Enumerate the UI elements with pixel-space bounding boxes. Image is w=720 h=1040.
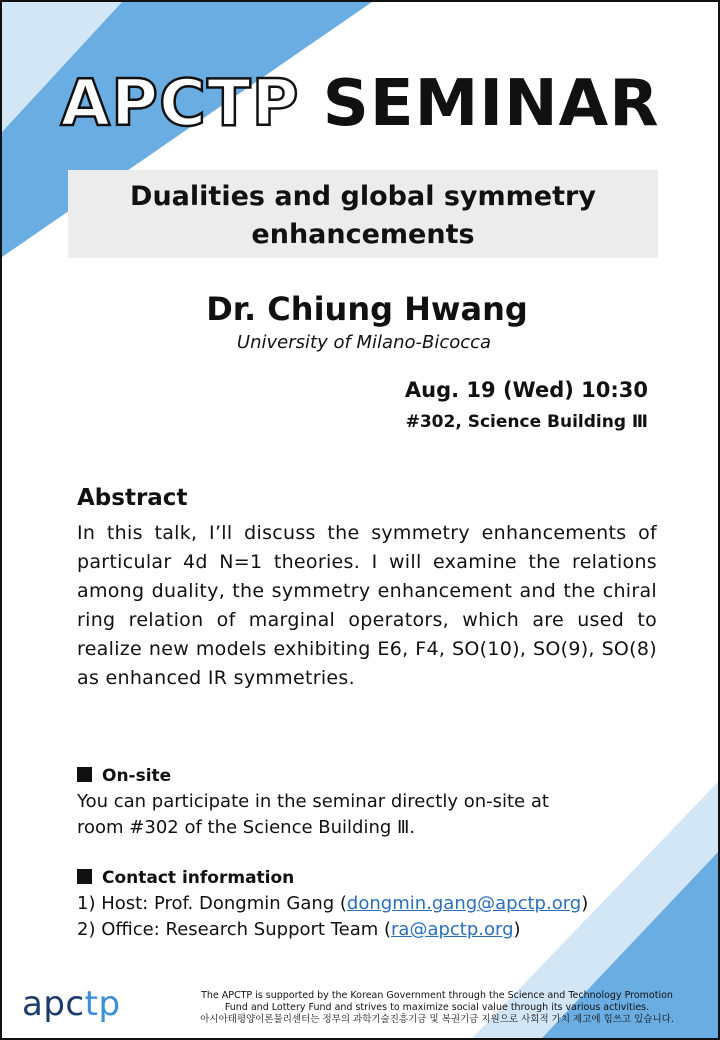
office-suffix: ) [513, 919, 521, 940]
talk-title: Dualities and global symmetry enhancements [130, 181, 596, 250]
square-bullet-icon [77, 869, 92, 884]
onsite-heading-label: On-site [102, 766, 172, 786]
talk-datetime: Aug. 19 (Wed) 10:30 [404, 378, 648, 402]
contact-office [77, 917, 677, 943]
contact-heading-label: Contact information [102, 868, 295, 888]
office-prefix: 2) Office: Research Support Team ( [77, 919, 392, 940]
logo-main: apc [22, 984, 85, 1024]
host-prefix: 1) Host: Prof. Dongmin Gang ( [77, 893, 347, 914]
abstract-text: In this talk, I’ll discuss the symmetry enhancements of particular 4d N=1 theories. I will examine the relations among duality, the symmetry enhancement and the chiral ring relation of marginal operators, which are used to realize new models exhibiting E6, F4, SO(10), SO(9), SO(8) as enhanced IR symmetries. [77, 522, 657, 689]
title-seminar: SEMINAR [322, 67, 660, 141]
seminar-title [2, 64, 718, 144]
footer-line-1: The APCTP is supported by the Korean Government through the Science and Technology Promotion [201, 990, 673, 1001]
footer-line-2: Fund and Lottery Fund and strives to maximize social value through its various activities. [224, 1002, 650, 1013]
apctp-logo [22, 984, 121, 1024]
talk-room: #302, Science Building Ⅲ [405, 412, 648, 432]
onsite-line-2: room #302 of the Science Building Ⅲ. [77, 817, 416, 838]
onsite-line-1: You can participate in the seminar directly on-site at [77, 791, 549, 812]
abstract-heading: Abstract [77, 485, 188, 511]
title-apctp: APCTP [60, 67, 300, 141]
contact-host [77, 891, 677, 917]
footer-line-3: 아시아태평양이론물리센터는 정부의 과학기술진흥기금 및 복권기금 지원으로 사회적 가치 제고에 힘쓰고 있습니다. [200, 1014, 674, 1025]
footer-note [162, 990, 712, 1026]
square-bullet-icon [77, 767, 92, 782]
contact-heading [77, 866, 294, 890]
onsite-heading [77, 764, 171, 788]
host-email-link[interactable]: dongmin.gang@apctp.org [346, 893, 582, 914]
speaker-name: Dr. Chiung Hwang [206, 290, 528, 328]
logo-accent: tp [84, 984, 121, 1024]
speaker-affiliation: University of Milano-Bicocca [236, 332, 492, 353]
host-suffix: ) [581, 893, 589, 914]
office-email-link[interactable]: ra@apctp.org [391, 919, 514, 940]
